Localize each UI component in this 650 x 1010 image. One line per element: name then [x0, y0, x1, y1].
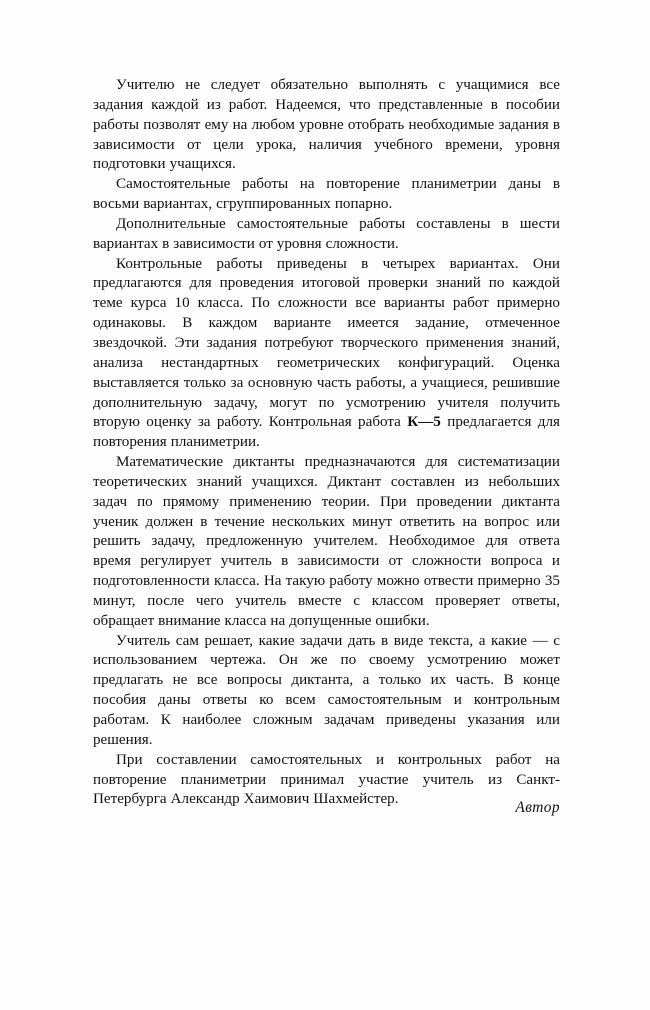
body-text-block [93, 76, 560, 810]
paragraph-independent-works: Самостоятельные работы на повторение планиметрии даны в восьми вариантах, сгруппированных попарно. [93, 176, 560, 213]
paragraph-teacher-guidance: Учителю не следует обязательно выполнять с учащимися все задания каждой из работ. Надеемся, что представленные в пособии работы позволят ему на любом уровне отобрать необходимые задания в зависимости от цели урока, наличия учебного времени, уровня подготовки учащихся. [93, 77, 560, 173]
control-works-lead-text: Контрольные работы приведены в четырех вариантах. Они предлагаются для проведения итоговой проверки знаний по каждой теме курса 10 класса. По сложности все варианты работ примерно одинаковы. В каждом варианте имеется задание, отмеченное звездочкой. Эти задания потребуют творческого применения знаний, анализа нестандартных геометрических конфигураций. Оценка выставляется только за основную часть работы, а учащиеся, решившие дополнительную задачу, могут по усмотрению учителя получить вторую оценку за работу. Контрольная работа [93, 255, 560, 431]
author-signature: Автор [515, 799, 560, 816]
paragraph-additional-works: Дополнительные самостоятельные работы составлены в шести вариантах в зависимости от уровня сложности. [93, 215, 560, 252]
paragraph-control-works [93, 255, 560, 453]
paragraph-teacher-discretion: Учитель сам решает, какие задачи дать в виде текста, а какие — с использованием чертежа. Он же по своему усмотрению может предлагать не все вопросы диктанта, а только их часть. В конце пособия даны ответы ко всем самостоятельным и контрольным работам. К наиболее сложным задачам приведены указания или решения. [93, 632, 560, 748]
paragraph-acknowledgement: При составлении самостоятельных и контрольных работ на повторение планиметрии принимал участие учитель из Санкт-Петербурга Александр Хаимович Шахмейстер. [93, 751, 560, 808]
control-works-tail-text: предлагается для повторения планиметрии. [93, 414, 560, 451]
paragraph-math-dictations: Математические диктанты предназначаются для систематизации теоретических знаний учащихся. Диктант составлен из небольших задач по прямому применению теории. При проведении диктанта ученик должен в течение нескольких минут ответить на вопрос или решить задачу, предложенную учителем. Необходимое для ответа время регулирует учитель в зависимости от сложности вопроса и подготовленности класса. На такую работу можно отвести примерно 35 минут, после чего учитель вместе с классом проверяет ответы, обращает внимание класса на допущенные ошибки. [93, 454, 560, 629]
control-work-code-k5: К—5 [407, 414, 441, 431]
